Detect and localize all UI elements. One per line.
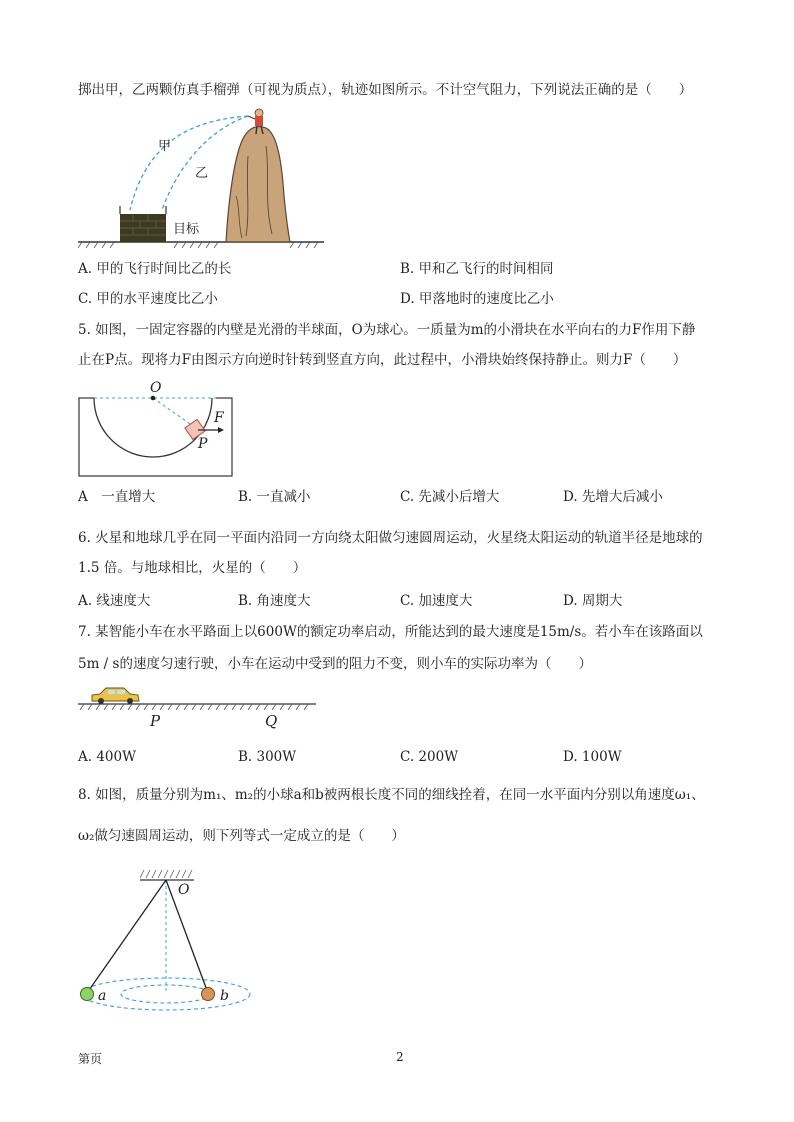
q7-line1: 7. 某智能小车在水平路面上以600W的额定功率启动，所能达到的最大速度是15m/s。若小车在该路面以	[78, 624, 703, 640]
q6-option-d: D. 周期大	[563, 593, 623, 609]
q8-figure	[74, 866, 260, 1016]
q7-line2: 5m / s的速度匀速行驶，小车在运动中受到的阻力不变，则小车的实际功率为（ ）	[78, 656, 592, 672]
q8-label-b: b	[220, 988, 229, 1004]
page-number: 2	[396, 1050, 404, 1064]
q5-line1: 5. 如图，一固定容器的内壁是光滑的半球面，O为球心。一质量为m的小滑块在水平向右的力F作用下静	[78, 322, 696, 338]
q7-label-p: P	[150, 712, 161, 730]
q5-option-c: C. 先减小后增大	[400, 489, 500, 505]
q5-option-d: D. 先增大后减小	[563, 489, 663, 505]
q5-label-o: O	[150, 380, 162, 396]
q6-option-c: C. 加速度大	[400, 593, 473, 609]
q5-label-p: P	[198, 436, 208, 452]
label-yi: 乙	[195, 166, 209, 181]
q6-line1: 6. 火星和地球几乎在同一平面内沿同一方向绕太阳做匀速圆周运动，火星绕太阳运动的轨道半径是地球的	[78, 530, 703, 546]
label-target: 目标	[173, 222, 200, 237]
q5-figure	[78, 378, 234, 478]
q4-stem: 掷出甲，乙两颗仿真手榴弹（可视为质点），轨迹如图所示。不计空气阻力，下列说法正确的是（ ）	[78, 82, 693, 98]
q7-figure	[78, 682, 318, 734]
q4-option-a: A. 甲的飞行时间比乙的长	[78, 261, 232, 277]
q4-option-c: C. 甲的水平速度比乙小	[78, 291, 218, 307]
label-jia: 甲	[158, 139, 172, 154]
q7-label-q: Q	[265, 712, 278, 730]
q8-line2: ω₂做匀速圆周运动，则下列等式一定成立的是（ ）	[78, 828, 405, 844]
q7-option-d: D. 100W	[563, 749, 622, 765]
q8-label-o: O	[178, 882, 190, 898]
q6-option-b: B. 角速度大	[238, 593, 311, 609]
q4-figure	[78, 106, 324, 254]
q4-option-d: D. 甲落地时的速度比乙小	[400, 291, 554, 307]
footer-label: 第页	[78, 1052, 103, 1066]
q8-label-a: a	[98, 988, 107, 1004]
q7-option-b: B. 300W	[238, 749, 297, 765]
q5-option-b: B. 一直减小	[238, 489, 311, 505]
q5-line2: 止在P点。现将力F由图示方向逆时针转到竖直方向，此过程中，小滑块始终保持静止。则力F（ ）	[78, 352, 687, 368]
q4-option-b: B. 甲和乙飞行的时间相同	[400, 261, 554, 277]
q5-label-f: F	[214, 410, 224, 426]
q6-option-a: A. 线速度大	[78, 593, 151, 609]
q6-line2: 1.5 倍。与地球相比，火星的（ ）	[78, 560, 307, 576]
q5-option-a: A 一直增大	[78, 489, 156, 505]
q7-option-c: C. 200W	[400, 749, 459, 765]
q7-option-a: A. 400W	[78, 749, 136, 765]
q8-line1: 8. 如图，质量分别为m₁、m₂的小球a和b被两根长度不同的细线拴着，在同一水平面内分别以角速度ω₁、	[78, 787, 705, 803]
